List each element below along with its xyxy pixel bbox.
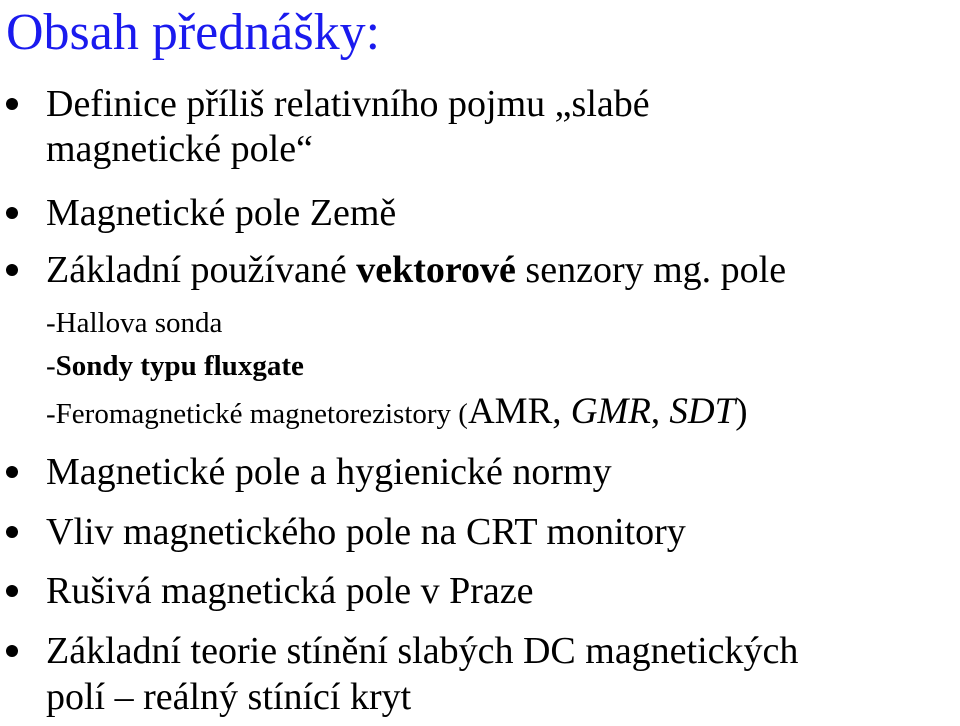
sub-item-fluxgate-dash: - — [46, 350, 56, 382]
bullet-icon — [6, 645, 18, 657]
sub-item-gmr: GMR — [570, 391, 651, 432]
list-item-1-line-1: Definice příliš relativního pojmu „slabé — [46, 83, 650, 125]
sub-item-sdt: SDT — [669, 391, 736, 432]
bullet-icon — [6, 207, 18, 219]
sub-item-fluxgate-bold: Sondy typu fluxgate — [55, 350, 304, 382]
sub-item-close: ) — [735, 391, 748, 432]
slide-title: Obsah přednášky: — [6, 4, 381, 61]
sub-item-fluxgate — [46, 348, 304, 384]
list-item-7-line-1: Základní teorie stínění slabých DC magnetických — [46, 630, 799, 672]
bullet-icon — [6, 98, 18, 110]
list-item-3-pre: Základní používané — [46, 249, 357, 291]
sub-item-comma-2: , — [650, 391, 670, 432]
bullet-icon — [6, 526, 18, 538]
list-item-3-bold: vektorové — [356, 249, 516, 291]
sub-item-hall: -Hallova sonda — [46, 307, 223, 339]
bullet-icon — [6, 264, 18, 276]
list-item-3 — [46, 247, 786, 293]
list-item-4: Magnetické pole a hygienické normy — [46, 451, 612, 493]
sub-item-ferro — [46, 391, 748, 432]
list-item-7-line-2: polí – reálný stínící kryt — [46, 676, 412, 718]
list-item-3-post: senzory mg. pole — [515, 249, 787, 291]
bullet-icon — [6, 466, 18, 478]
list-item-6: Rušivá magnetická pole v Praze — [46, 570, 534, 612]
sub-item-comma-1: , — [552, 391, 571, 432]
list-item-5: Vliv magnetického pole na CRT monitory — [46, 511, 686, 553]
sub-item-ferro-pre: -Feromagnetické magnetorezistory ( — [46, 398, 468, 430]
list-item-1-line-2: magnetické pole“ — [46, 128, 313, 170]
list-item-2: Magnetické pole Země — [46, 192, 397, 234]
bullet-icon — [6, 585, 18, 597]
sub-item-amr: AMR — [467, 391, 553, 432]
